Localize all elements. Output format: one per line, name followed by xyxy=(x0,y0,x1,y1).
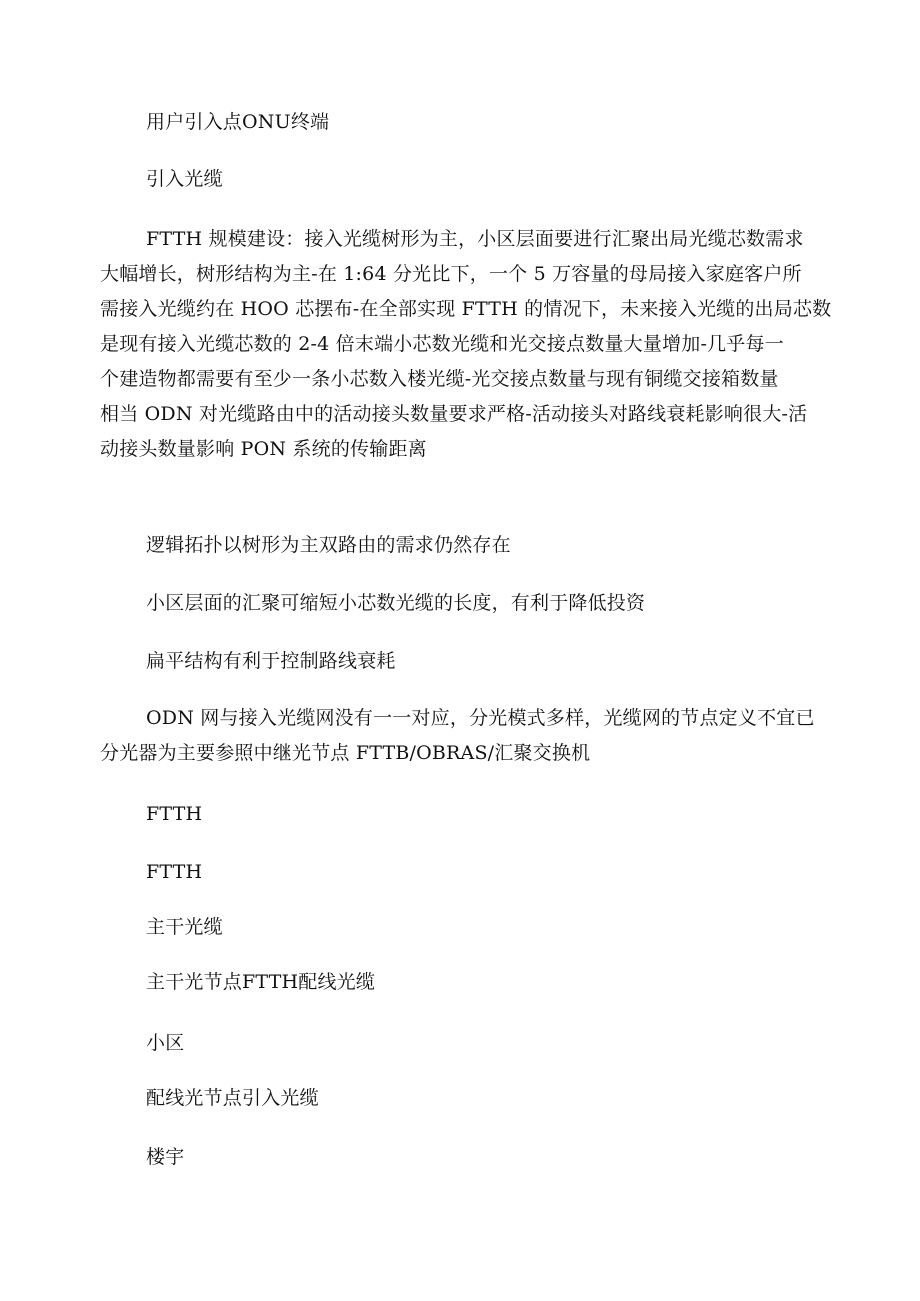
paragraph-onu-terminal: 用户引入点ONU终端 xyxy=(146,111,330,133)
paragraph-logical-topology: 逻辑拓扑以树形为主双路由的需求仍然存在 xyxy=(146,534,511,556)
paragraph-aggregation-benefit: 小区层面的汇聚可缩短小芯数光缆的长度，有利于降低投资 xyxy=(146,592,646,614)
label-distribution-node-drop-cable: 配线光节点引入光缆 xyxy=(146,1087,319,1109)
label-ftth-1: FTTH xyxy=(146,803,203,825)
paragraph-line: ODN 网与接入光缆网没有一一对应，分光模式多样，光缆网的节点定义不宜已 xyxy=(146,707,815,729)
paragraph-ftth-construction xyxy=(100,222,832,467)
paragraph-line: 需接入光缆约在 HOO 芯摆布-在全部实现 FTTH 的情况下，未来接入光缆的出局芯数 xyxy=(100,298,832,320)
paragraph-line: 个建造物都需要有至少一条小芯数入楼光缆-光交接点数量与现有铜缆交接箱数量 xyxy=(100,368,779,390)
paragraph-line: 分光器为主要参照中继光节点 FTTB/OBRAS/汇聚交换机 xyxy=(100,742,591,764)
paragraph-flat-structure: 扁平结构有利于控制路线衰耗 xyxy=(146,650,396,672)
label-trunk-node-distribution-cable: 主干光节点FTTH配线光缆 xyxy=(146,971,376,993)
paragraph-odn-network xyxy=(100,701,832,771)
paragraph-line: 动接头数量影响 PON 系统的传输距离 xyxy=(100,438,427,460)
label-ftth-2: FTTH xyxy=(146,861,203,883)
label-building: 楼宇 xyxy=(146,1146,185,1168)
label-residential-area: 小区 xyxy=(146,1032,185,1054)
paragraph-drop-cable: 引入光缆 xyxy=(146,168,223,190)
label-trunk-cable: 主干光缆 xyxy=(146,916,223,938)
paragraph-line: 相当 ODN 对光缆路由中的活动接头数量要求严格-活动接头对路线衰耗影响很大-活 xyxy=(100,403,808,425)
paragraph-line: FTTH 规模建设：接入光缆树形为主，小区层面要进行汇聚出局光缆芯数需求 xyxy=(146,228,804,250)
paragraph-line: 是现有接入光缆芯数的 2-4 倍末端小芯数光缆和光交接点数量大量增加-几乎每一 xyxy=(100,333,784,355)
paragraph-line: 大幅增长，树形结构为主-在 1:64 分光比下，一个 5 万容量的母局接入家庭客户所 xyxy=(100,263,802,285)
